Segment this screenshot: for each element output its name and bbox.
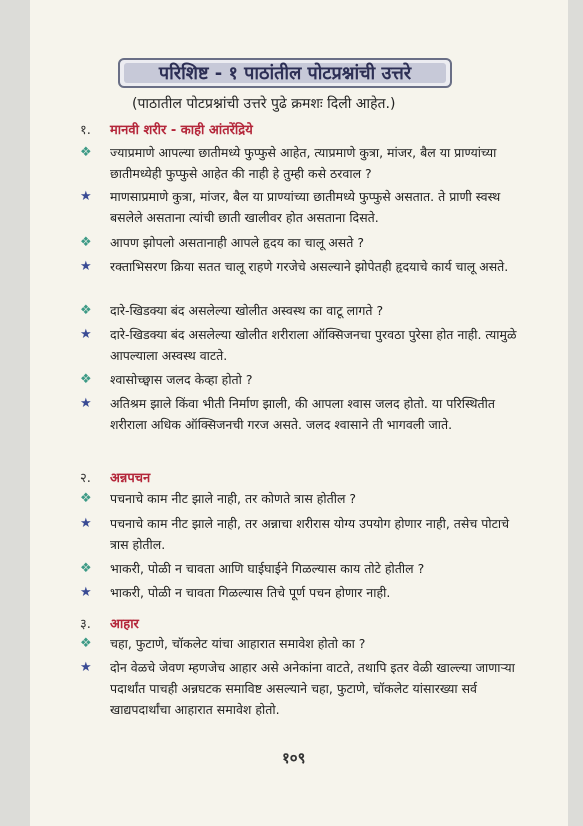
question-text: दारे-खिडक्या बंद असलेल्या खोलीत अस्वस्थ का वाटू लागते ? [110,303,384,318]
diamond-bullet-icon: ❖ [80,303,92,318]
section-heading [80,614,139,632]
diamond-bullet-icon: ❖ [80,636,92,651]
answer-text: अतिश्रम झाले किंवा भीती निर्माण झाली, की आपला श्वास जलद होतो. या परिस्थितीत शरीराला अधिक ऑक्सिजनची गरज असते. जलद श्वासाने ती भागवली जाते. [110,396,496,432]
star-bullet-icon: ★ [80,327,92,342]
answer-text: पचनाचे काम नीट झाले नाही, तर अन्नाचा शरीरास योग्य उपयोग होणार नाही, तसेच पोटाचे त्रास होतील. [110,516,510,552]
answer-text: माणसाप्रमाणे कुत्रा, मांजर, बैल या प्राण्यांच्या छातीमध्ये फुप्फुसे असतात. ते प्राणी स्वस्थ बसलेले असताना त्यांची छाती खालीवर होत असताना दिसते. [110,189,501,225]
question-text: पचनाचे काम नीट झाले नाही, तर कोणते त्रास होतील ? [110,491,357,506]
star-bullet-icon: ★ [80,585,92,600]
question-text: भाकरी, पोळी न चावता आणि घाईघाईने गिळल्यास काय तोटे होतील ? [110,561,425,576]
question-text: ज्याप्रमाणे आपल्या छातीमध्ये फुप्फुसे आहेत, त्याप्रमाणे कुत्रा, मांजर, बैल या प्राण्यांच्या छातीमध्येही फुप्फुसे आहेत की नाही हे तुम्ही कसे ठरवाल ? [110,145,497,181]
star-bullet-icon: ★ [80,516,92,531]
star-bullet-icon: ★ [80,259,92,274]
section-heading [80,120,253,138]
answer-item [80,324,520,366]
question-item [80,300,520,321]
appendix-title: परिशिष्ट - १ पाठांतील पोटप्रश्नांची उत्तरे [124,63,446,83]
star-bullet-icon: ★ [80,189,92,204]
diamond-bullet-icon: ❖ [80,235,92,250]
answer-item [80,186,520,228]
answer-text: भाकरी, पोळी न चावता गिळल्यास तिचे पूर्ण पचन होणार नाही. [110,585,391,600]
section-number: २. [80,471,91,486]
question-item [80,633,520,654]
answer-item [80,256,520,277]
question-text: चहा, फुटाणे, चॉकलेट यांचा आहारात समावेश होतो का ? [110,636,366,651]
star-bullet-icon: ★ [80,396,92,411]
star-bullet-icon: ★ [80,660,92,675]
section-title: आहार [110,617,139,632]
answer-item [80,582,520,603]
diamond-bullet-icon: ❖ [80,372,92,387]
appendix-subtitle: (पाठातील पोटप्रश्नांची उत्तरे पुढे क्रमशः दिली आहेत.) [132,96,396,112]
question-item [80,369,520,390]
question-item [80,558,520,579]
page-number: १०९ [282,749,306,767]
question-item [80,142,520,184]
question-item [80,232,520,253]
answer-item [80,513,520,555]
appendix-title-box [118,58,452,88]
question-text: आपण झोपलो असतानाही आपले हृदय का चालू असते ? [110,235,364,250]
answer-item [80,657,520,720]
answer-text: दोन वेळचे जेवण म्हणजेच आहार असे अनेकांना वाटते, तथापि इतर वेळी खाल्ल्या जाणाऱ्या पदार्थांत पाचही अन्नघटक समाविष्ट असल्याने चहा, फुटाणे, चॉकलेट यांसारख्या सर्व खाद्यपदार्थांचा आहारात समावेश होतो. [110,660,515,717]
diamond-bullet-icon: ❖ [80,561,92,576]
section-title: अन्नपचन [110,471,151,486]
answer-item [80,393,520,435]
question-item [80,488,520,509]
diamond-bullet-icon: ❖ [80,145,92,160]
answer-text: रक्ताभिसरण क्रिया सतत चालू राहणे गरजेचे असल्याने झोपेतही हृदयाचे कार्य चालू असते. [110,259,509,274]
section-title: मानवी शरीर - काही आंतरेंद्रिये [110,123,253,138]
answer-text: दारे-खिडक्या बंद असलेल्या खोलीत शरीराला ऑक्सिजनचा पुरवठा पुरेसा होत नाही. त्यामुळे आपल्याला अस्वस्थ वाटते. [110,327,517,363]
section-heading [80,468,150,486]
diamond-bullet-icon: ❖ [80,491,92,506]
section-number: १. [80,123,91,138]
section-number: ३. [80,617,91,632]
question-text: श्वासोच्छ्वास जलद केव्हा होतो ? [110,372,253,387]
